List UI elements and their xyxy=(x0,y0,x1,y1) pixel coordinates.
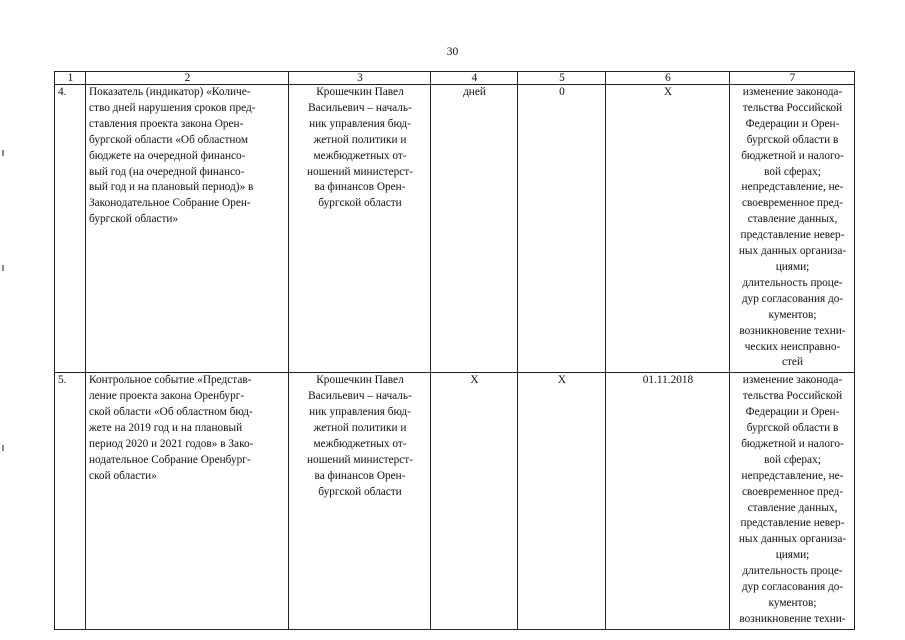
cell-text-line: бюджетной и налого- xyxy=(741,149,844,162)
cell-text-line: длительность проце- xyxy=(742,565,843,578)
cell-text-line: межбюджетных от- xyxy=(313,437,407,450)
value-cell: Х xyxy=(518,373,606,630)
cell-text-line: вый год и на плановый период)» в xyxy=(89,181,254,194)
cell-text-line: бургской области xyxy=(318,485,402,498)
cell-text-line: ской области» xyxy=(89,469,157,482)
unit-cell: дней xyxy=(431,85,518,373)
cell-text-line: непредставление, не- xyxy=(741,181,844,194)
cell-text-line: изменение законода- xyxy=(742,86,843,98)
row-number-cell: 5. xyxy=(55,373,86,630)
cell-text-line: представление невер- xyxy=(740,517,845,530)
scan-edge-mark xyxy=(2,265,4,271)
cell-text-line: ных данных организа- xyxy=(738,533,847,546)
risks-cell xyxy=(730,85,855,373)
cell-text-line: ческих неисправно- xyxy=(744,340,841,353)
responsible-cell xyxy=(289,373,431,630)
cell-text-line: жетной политики и xyxy=(313,422,407,435)
cell-text-line: дур согласования до- xyxy=(741,292,844,305)
cell-text-line: своевременное пред- xyxy=(741,197,843,210)
cell-text-line: бургской области в xyxy=(746,133,839,146)
indicator-name-cell xyxy=(86,373,289,630)
column-header: 3 xyxy=(289,72,431,85)
cell-text-line: ношений министерст- xyxy=(307,165,413,178)
value-cell: 0 xyxy=(518,85,606,373)
cell-text-line: Крошечкин Павел xyxy=(316,374,404,387)
cell-text-line: Показатель (индикатор) «Количе- xyxy=(89,86,251,98)
row-number-cell: 4. xyxy=(55,85,86,373)
cell-text-line: возникновение техни- xyxy=(739,612,846,625)
cell-text-line: ношений министерст- xyxy=(307,453,413,466)
cell-text-line: бюджете на очередной финансо- xyxy=(89,149,246,162)
cell-text-line: Контрольное событие «Представ- xyxy=(89,374,252,387)
cell-text-line: дур согласования до- xyxy=(741,581,844,594)
cell-text-line: вой сферах; xyxy=(764,165,821,178)
cell-text-line: возникновение техни- xyxy=(739,324,846,337)
cell-text-line: тельства Российской xyxy=(742,101,843,114)
cell-text-line: ставление данных, xyxy=(747,213,838,226)
table-row xyxy=(55,373,855,630)
cell-text-line: стей xyxy=(781,356,803,369)
cell-text-line: ставления проекта закона Орен- xyxy=(89,117,244,130)
cell-text-line: межбюджетных от- xyxy=(313,149,407,162)
cell-text-line: длительность проце- xyxy=(742,276,843,289)
responsible-cell xyxy=(289,85,431,373)
unit-cell: Х xyxy=(431,373,518,630)
scan-edge-mark xyxy=(2,150,4,156)
cell-text-line: бургской области «Об областном xyxy=(89,133,249,146)
cell-text-line: нодательное Собрание Оренбург- xyxy=(89,453,251,466)
column-header: 5 xyxy=(518,72,606,85)
cell-text-line: изменение законода- xyxy=(742,374,843,387)
cell-text-line: ва финансов Орен- xyxy=(314,181,406,194)
column-header: 4 xyxy=(431,72,518,85)
cell-text-line: бургской области в xyxy=(746,422,839,435)
cell-text-line: бургской области» xyxy=(89,213,179,226)
cell-text-line: вый год (на очередной финансо- xyxy=(89,165,245,178)
cell-text-line: ных данных организа- xyxy=(738,245,847,258)
cell-text-line: жетной политики и xyxy=(313,133,407,146)
cell-text-line: Законодательное Собрание Орен- xyxy=(89,197,251,210)
cell-text-line: ство дней нарушения сроков пред- xyxy=(89,101,256,114)
cell-text-line: Федерации и Орен- xyxy=(745,117,840,130)
cell-text-line: непредставление, не- xyxy=(741,469,844,482)
cell-text-line: представление невер- xyxy=(740,229,845,242)
column-header: 2 xyxy=(86,72,289,85)
cell-text-line: ставление данных, xyxy=(747,501,838,514)
measures-table xyxy=(54,71,855,630)
cell-text-line: бургской области xyxy=(318,197,402,210)
table-row xyxy=(55,85,855,373)
cell-text-line: Федерации и Орен- xyxy=(745,406,840,419)
cell-text-line: циями; xyxy=(775,260,810,273)
cell-text-line: кументов; xyxy=(768,308,817,321)
cell-text-line: вой сферах; xyxy=(764,453,821,466)
cell-text-line: Васильевич – началь- xyxy=(308,101,412,114)
cell-text-line: кументов; xyxy=(768,597,817,609)
cell-text-line: Крошечкин Павел xyxy=(316,86,404,98)
cell-text-line: тельства Российской xyxy=(742,390,843,403)
cell-text-line: ник управления бюд- xyxy=(309,406,411,419)
cell-text-line: ской области «Об областном бюд- xyxy=(89,406,253,419)
table-header-row xyxy=(55,72,855,85)
cell-text-line: ник управления бюд- xyxy=(309,117,411,130)
column-header: 6 xyxy=(606,72,730,85)
indicator-name-cell xyxy=(86,85,289,373)
page-number: 30 xyxy=(446,46,459,58)
cell-text-line: ление проекта закона Оренбург- xyxy=(89,390,245,403)
cell-text-line: циями; xyxy=(775,549,810,562)
cell-text-line: бюджетной и налого- xyxy=(741,437,844,450)
cell-text-line: Васильевич – началь- xyxy=(308,390,412,403)
date-cell: 01.11.2018 xyxy=(606,373,730,630)
cell-text-line: ва финансов Орен- xyxy=(314,469,406,482)
cell-text-line: период 2020 и 2021 годов» в Зако- xyxy=(89,437,254,450)
scan-edge-mark xyxy=(2,445,4,451)
date-cell: Х xyxy=(606,85,730,373)
risks-cell xyxy=(730,373,855,630)
column-header: 7 xyxy=(730,72,855,85)
cell-text-line: своевременное пред- xyxy=(741,485,843,498)
column-header: 1 xyxy=(55,72,86,85)
cell-text-line: жете на 2019 год и на плановый xyxy=(89,422,243,435)
